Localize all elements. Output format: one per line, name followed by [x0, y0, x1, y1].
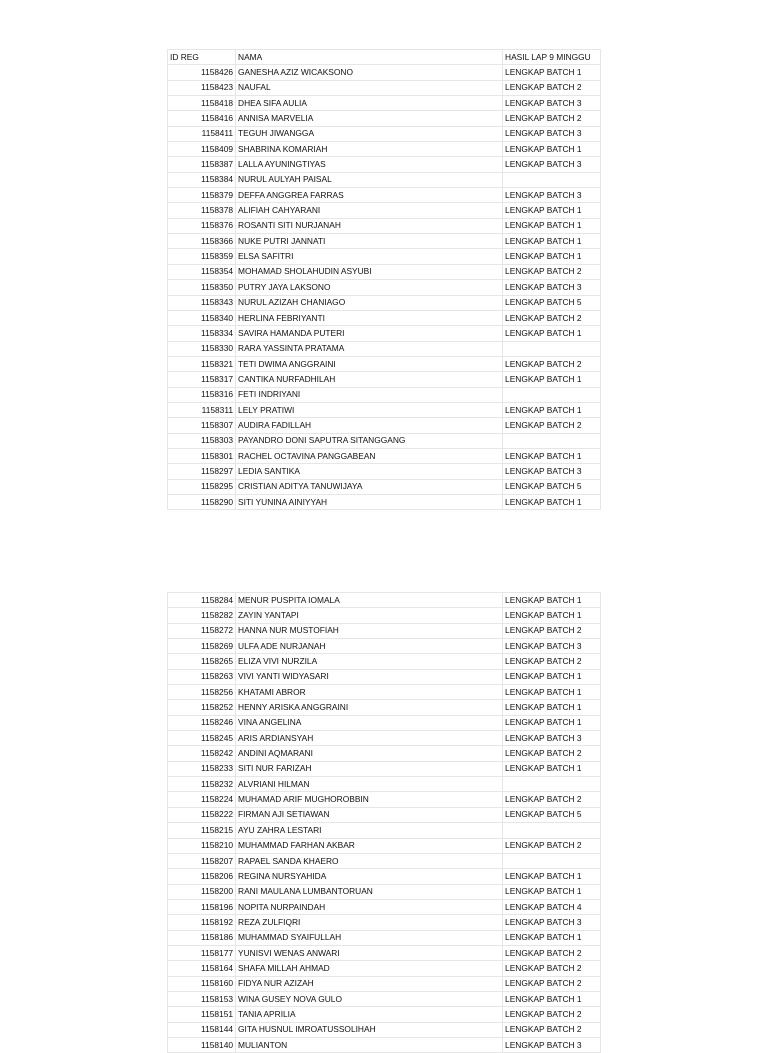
- table-row: [168, 387, 601, 402]
- hasil-cell: LENGKAP BATCH 1: [503, 685, 601, 700]
- nama-cell: TEGUH JIWANGGA: [236, 126, 503, 141]
- hasil-cell: LENGKAP BATCH 2: [503, 418, 601, 433]
- nama-cell: KHATAMI ABROR: [236, 685, 503, 700]
- table-row: [168, 111, 601, 126]
- id-reg-cell: 1158160: [168, 976, 236, 991]
- id-reg-cell: 1158316: [168, 387, 236, 402]
- table-row: [168, 142, 601, 157]
- hasil-cell: LENGKAP BATCH 1: [503, 715, 601, 730]
- nama-cell: GITA HUSNUL IMROATUSSOLIHAH: [236, 1022, 503, 1037]
- id-reg-cell: 1158354: [168, 264, 236, 279]
- nama-cell: ARIS ARDIANSYAH: [236, 731, 503, 746]
- hasil-cell: LENGKAP BATCH 2: [503, 945, 601, 960]
- table-body: [168, 593, 601, 1053]
- hasil-cell: LENGKAP BATCH 2: [503, 356, 601, 371]
- nama-cell: DHEA SIFA AULIA: [236, 96, 503, 111]
- nama-cell: MENUR PUSPITA IOMALA: [236, 593, 503, 608]
- nama-cell: GANESHA AZIZ WICAKSONO: [236, 65, 503, 80]
- id-reg-cell: 1158246: [168, 715, 236, 730]
- hasil-cell: LENGKAP BATCH 2: [503, 961, 601, 976]
- nama-cell: PAYANDRO DONI SAPUTRA SITANGGANG: [236, 433, 503, 448]
- hasil-cell: LENGKAP BATCH 3: [503, 731, 601, 746]
- table-row: [168, 608, 601, 623]
- hasil-cell: LENGKAP BATCH 1: [503, 869, 601, 884]
- id-reg-cell: 1158423: [168, 80, 236, 95]
- id-reg-cell: 1158295: [168, 479, 236, 494]
- id-reg-cell: 1158265: [168, 654, 236, 669]
- header-nama: NAMA: [236, 50, 503, 65]
- table-row: [168, 853, 601, 868]
- nama-cell: NUKE PUTRI JANNATI: [236, 234, 503, 249]
- table-row: [168, 418, 601, 433]
- nama-cell: NURUL AULYAH PAISAL: [236, 172, 503, 187]
- table-row: [168, 264, 601, 279]
- table-row: [168, 838, 601, 853]
- table-row: [168, 310, 601, 325]
- nama-cell: TANIA APRILIA: [236, 1007, 503, 1022]
- table-row: [168, 372, 601, 387]
- hasil-cell: LENGKAP BATCH 1: [503, 326, 601, 341]
- id-reg-cell: 1158242: [168, 746, 236, 761]
- table-row: [168, 991, 601, 1006]
- table-row: [168, 80, 601, 95]
- table-row: [168, 807, 601, 822]
- hasil-cell: LENGKAP BATCH 4: [503, 899, 601, 914]
- table-row: [168, 157, 601, 172]
- hasil-cell: LENGKAP BATCH 1: [503, 669, 601, 684]
- table-row: [168, 249, 601, 264]
- nama-cell: WINA GUSEY NOVA GULO: [236, 991, 503, 1006]
- id-reg-cell: 1158311: [168, 402, 236, 417]
- table-row: [168, 1022, 601, 1037]
- nama-cell: RACHEL OCTAVINA PANGGABEAN: [236, 448, 503, 463]
- table-row: [168, 234, 601, 249]
- table-row: [168, 715, 601, 730]
- table-row: [168, 899, 601, 914]
- table-row: [168, 188, 601, 203]
- table-row: [168, 915, 601, 930]
- id-reg-cell: 1158151: [168, 1007, 236, 1022]
- id-reg-cell: 1158215: [168, 823, 236, 838]
- hasil-cell: [503, 823, 601, 838]
- table-row: [168, 961, 601, 976]
- table-row: [168, 777, 601, 792]
- hasil-cell: LENGKAP BATCH 1: [503, 218, 601, 233]
- nama-cell: RANI MAULANA LUMBANTORUAN: [236, 884, 503, 899]
- table-row: [168, 326, 601, 341]
- nama-cell: AYU ZAHRA LESTARI: [236, 823, 503, 838]
- hasil-cell: [503, 433, 601, 448]
- table-row: [168, 761, 601, 776]
- id-reg-cell: 1158144: [168, 1022, 236, 1037]
- hasil-cell: LENGKAP BATCH 1: [503, 761, 601, 776]
- nama-cell: REZA ZULFIQRI: [236, 915, 503, 930]
- nama-cell: MOHAMAD SHOLAHUDIN ASYUBI: [236, 264, 503, 279]
- nama-cell: ULFA ADE NURJANAH: [236, 639, 503, 654]
- nama-cell: AUDIRA FADILLAH: [236, 418, 503, 433]
- id-reg-cell: 1158303: [168, 433, 236, 448]
- nama-cell: MUHAMAD ARIF MUGHOROBBIN: [236, 792, 503, 807]
- table-row: [168, 295, 601, 310]
- nama-cell: SHABRINA KOMARIAH: [236, 142, 503, 157]
- id-reg-cell: 1158334: [168, 326, 236, 341]
- hasil-cell: LENGKAP BATCH 1: [503, 593, 601, 608]
- nama-cell: VINA ANGELINA: [236, 715, 503, 730]
- id-reg-cell: 1158196: [168, 899, 236, 914]
- hasil-cell: LENGKAP BATCH 3: [503, 157, 601, 172]
- id-reg-cell: 1158387: [168, 157, 236, 172]
- table-row: [168, 639, 601, 654]
- table-row: [168, 494, 601, 509]
- id-reg-cell: 1158233: [168, 761, 236, 776]
- hasil-cell: [503, 341, 601, 356]
- hasil-cell: LENGKAP BATCH 2: [503, 792, 601, 807]
- nama-cell: RARA YASSINTA PRATAMA: [236, 341, 503, 356]
- nama-cell: ALVRIANI HILMAN: [236, 777, 503, 792]
- table-row: [168, 479, 601, 494]
- table-row: [168, 731, 601, 746]
- table-row: [168, 203, 601, 218]
- nama-cell: ELSA SAFITRI: [236, 249, 503, 264]
- hasil-cell: LENGKAP BATCH 3: [503, 639, 601, 654]
- hasil-cell: LENGKAP BATCH 1: [503, 249, 601, 264]
- id-reg-cell: 1158378: [168, 203, 236, 218]
- table-row: [168, 341, 601, 356]
- table-body: [168, 50, 601, 510]
- table-row: [168, 593, 601, 608]
- nama-cell: VIVI YANTI WIDYASARI: [236, 669, 503, 684]
- nama-cell: FETI INDRIYANI: [236, 387, 503, 402]
- table-row: [168, 464, 601, 479]
- hasil-cell: LENGKAP BATCH 2: [503, 310, 601, 325]
- nama-cell: MUHAMMAD FARHAN AKBAR: [236, 838, 503, 853]
- nama-cell: PUTRY JAYA LAKSONO: [236, 280, 503, 295]
- nama-cell: FIRMAN AJI SETIAWAN: [236, 807, 503, 822]
- nama-cell: CRISTIAN ADITYA TANUWIJAYA: [236, 479, 503, 494]
- hasil-cell: LENGKAP BATCH 2: [503, 80, 601, 95]
- id-reg-cell: 1158186: [168, 930, 236, 945]
- id-reg-cell: 1158206: [168, 869, 236, 884]
- id-reg-cell: 1158307: [168, 418, 236, 433]
- nama-cell: NAUFAL: [236, 80, 503, 95]
- hasil-cell: LENGKAP BATCH 2: [503, 1022, 601, 1037]
- id-reg-cell: 1158200: [168, 884, 236, 899]
- nama-cell: TETI DWIMA ANGGRAINI: [236, 356, 503, 371]
- id-reg-cell: 1158301: [168, 448, 236, 463]
- hasil-cell: LENGKAP BATCH 2: [503, 654, 601, 669]
- nama-cell: SITI YUNINA AINIYYAH: [236, 494, 503, 509]
- table-row: [168, 700, 601, 715]
- table-row: [168, 792, 601, 807]
- id-reg-cell: 1158426: [168, 65, 236, 80]
- table-row: [168, 126, 601, 141]
- hasil-cell: LENGKAP BATCH 2: [503, 1007, 601, 1022]
- nama-cell: MUHAMMAD SYAIFULLAH: [236, 930, 503, 945]
- table-row: [168, 685, 601, 700]
- nama-cell: SAVIRA HAMANDA PUTERI: [236, 326, 503, 341]
- table-row: [168, 746, 601, 761]
- hasil-cell: [503, 777, 601, 792]
- id-reg-cell: 1158140: [168, 1037, 236, 1052]
- hasil-cell: [503, 853, 601, 868]
- id-reg-cell: 1158232: [168, 777, 236, 792]
- registration-table-2: [167, 592, 601, 1053]
- hasil-cell: LENGKAP BATCH 1: [503, 700, 601, 715]
- table-row: [168, 65, 601, 80]
- id-reg-cell: 1158210: [168, 838, 236, 853]
- id-reg-cell: 1158207: [168, 853, 236, 868]
- id-reg-cell: 1158269: [168, 639, 236, 654]
- table-row: [168, 1037, 601, 1052]
- hasil-cell: LENGKAP BATCH 1: [503, 494, 601, 509]
- id-reg-cell: 1158330: [168, 341, 236, 356]
- nama-cell: NOPITA NURPAINDAH: [236, 899, 503, 914]
- table-row: [168, 356, 601, 371]
- nama-cell: LEDIA SANTIKA: [236, 464, 503, 479]
- nama-cell: SITI NUR FARIZAH: [236, 761, 503, 776]
- id-reg-cell: 1158350: [168, 280, 236, 295]
- id-reg-cell: 1158284: [168, 593, 236, 608]
- table-row: [168, 869, 601, 884]
- hasil-cell: LENGKAP BATCH 5: [503, 295, 601, 310]
- id-reg-cell: 1158317: [168, 372, 236, 387]
- hasil-cell: [503, 387, 601, 402]
- nama-cell: ALIFIAH CAHYARANI: [236, 203, 503, 218]
- table-row: [168, 433, 601, 448]
- id-reg-cell: 1158282: [168, 608, 236, 623]
- nama-cell: FIDYA NUR AZIZAH: [236, 976, 503, 991]
- hasil-cell: LENGKAP BATCH 3: [503, 188, 601, 203]
- hasil-cell: LENGKAP BATCH 2: [503, 264, 601, 279]
- nama-cell: YUNISVI WENAS ANWARI: [236, 945, 503, 960]
- header-row: [168, 50, 601, 65]
- id-reg-cell: 1158411: [168, 126, 236, 141]
- id-reg-cell: 1158416: [168, 111, 236, 126]
- id-reg-cell: 1158245: [168, 731, 236, 746]
- id-reg-cell: 1158366: [168, 234, 236, 249]
- nama-cell: ELIZA VIVI NURZILA: [236, 654, 503, 669]
- nama-cell: LELY PRATIWI: [236, 402, 503, 417]
- nama-cell: MULIANTON: [236, 1037, 503, 1052]
- id-reg-cell: 1158343: [168, 295, 236, 310]
- header-id-reg: ID REG: [168, 50, 236, 65]
- hasil-cell: LENGKAP BATCH 1: [503, 448, 601, 463]
- header-hasil: HASIL LAP 9 MINGGU: [503, 50, 601, 65]
- hasil-cell: LENGKAP BATCH 2: [503, 976, 601, 991]
- id-reg-cell: 1158359: [168, 249, 236, 264]
- table-row: [168, 623, 601, 638]
- hasil-cell: LENGKAP BATCH 2: [503, 623, 601, 638]
- id-reg-cell: 1158321: [168, 356, 236, 371]
- id-reg-cell: 1158224: [168, 792, 236, 807]
- id-reg-cell: 1158290: [168, 494, 236, 509]
- id-reg-cell: 1158418: [168, 96, 236, 111]
- registration-table-1: [167, 49, 601, 510]
- id-reg-cell: 1158153: [168, 991, 236, 1006]
- id-reg-cell: 1158340: [168, 310, 236, 325]
- table-row: [168, 448, 601, 463]
- hasil-cell: LENGKAP BATCH 1: [503, 884, 601, 899]
- nama-cell: ZAYIN YANTAPI: [236, 608, 503, 623]
- hasil-cell: LENGKAP BATCH 1: [503, 402, 601, 417]
- id-reg-cell: 1158222: [168, 807, 236, 822]
- id-reg-cell: 1158384: [168, 172, 236, 187]
- nama-cell: ANDINI AQMARANI: [236, 746, 503, 761]
- table-row: [168, 280, 601, 295]
- hasil-cell: LENGKAP BATCH 1: [503, 203, 601, 218]
- hasil-cell: LENGKAP BATCH 1: [503, 608, 601, 623]
- id-reg-cell: 1158297: [168, 464, 236, 479]
- hasil-cell: LENGKAP BATCH 5: [503, 807, 601, 822]
- table-row: [168, 172, 601, 187]
- hasil-cell: LENGKAP BATCH 3: [503, 1037, 601, 1052]
- id-reg-cell: 1158252: [168, 700, 236, 715]
- hasil-cell: LENGKAP BATCH 2: [503, 111, 601, 126]
- id-reg-cell: 1158272: [168, 623, 236, 638]
- hasil-cell: LENGKAP BATCH 3: [503, 96, 601, 111]
- hasil-cell: LENGKAP BATCH 3: [503, 915, 601, 930]
- nama-cell: NURUL AZIZAH CHANIAGO: [236, 295, 503, 310]
- id-reg-cell: 1158263: [168, 669, 236, 684]
- nama-cell: CANTIKA NURFADHILAH: [236, 372, 503, 387]
- id-reg-cell: 1158164: [168, 961, 236, 976]
- table-row: [168, 669, 601, 684]
- hasil-cell: LENGKAP BATCH 2: [503, 838, 601, 853]
- table-row: [168, 930, 601, 945]
- table-row: [168, 654, 601, 669]
- hasil-cell: LENGKAP BATCH 1: [503, 991, 601, 1006]
- id-reg-cell: 1158192: [168, 915, 236, 930]
- id-reg-cell: 1158177: [168, 945, 236, 960]
- hasil-cell: LENGKAP BATCH 5: [503, 479, 601, 494]
- hasil-cell: LENGKAP BATCH 1: [503, 142, 601, 157]
- table-row: [168, 1007, 601, 1022]
- nama-cell: ROSANTI SITI NURJANAH: [236, 218, 503, 233]
- nama-cell: RAPAEL SANDA KHAERO: [236, 853, 503, 868]
- table-row: [168, 218, 601, 233]
- hasil-cell: [503, 172, 601, 187]
- id-reg-cell: 1158409: [168, 142, 236, 157]
- hasil-cell: LENGKAP BATCH 1: [503, 234, 601, 249]
- hasil-cell: LENGKAP BATCH 1: [503, 372, 601, 387]
- nama-cell: DEFFA ANGGREA FARRAS: [236, 188, 503, 203]
- table-row: [168, 96, 601, 111]
- nama-cell: HERLINA FEBRIYANTI: [236, 310, 503, 325]
- table-row: [168, 823, 601, 838]
- hasil-cell: LENGKAP BATCH 3: [503, 280, 601, 295]
- table-row: [168, 402, 601, 417]
- nama-cell: REGINA NURSYAHIDA: [236, 869, 503, 884]
- nama-cell: ANNISA MARVELIA: [236, 111, 503, 126]
- nama-cell: LALLA AYUNINGTIYAS: [236, 157, 503, 172]
- hasil-cell: LENGKAP BATCH 3: [503, 126, 601, 141]
- table-row: [168, 945, 601, 960]
- hasil-cell: LENGKAP BATCH 1: [503, 65, 601, 80]
- table-row: [168, 976, 601, 991]
- id-reg-cell: 1158376: [168, 218, 236, 233]
- hasil-cell: LENGKAP BATCH 2: [503, 746, 601, 761]
- id-reg-cell: 1158379: [168, 188, 236, 203]
- hasil-cell: LENGKAP BATCH 1: [503, 930, 601, 945]
- nama-cell: HENNY ARISKA ANGGRAINI: [236, 700, 503, 715]
- nama-cell: HANNA NUR MUSTOFIAH: [236, 623, 503, 638]
- table-row: [168, 884, 601, 899]
- id-reg-cell: 1158256: [168, 685, 236, 700]
- nama-cell: SHAFA MILLAH AHMAD: [236, 961, 503, 976]
- hasil-cell: LENGKAP BATCH 3: [503, 464, 601, 479]
